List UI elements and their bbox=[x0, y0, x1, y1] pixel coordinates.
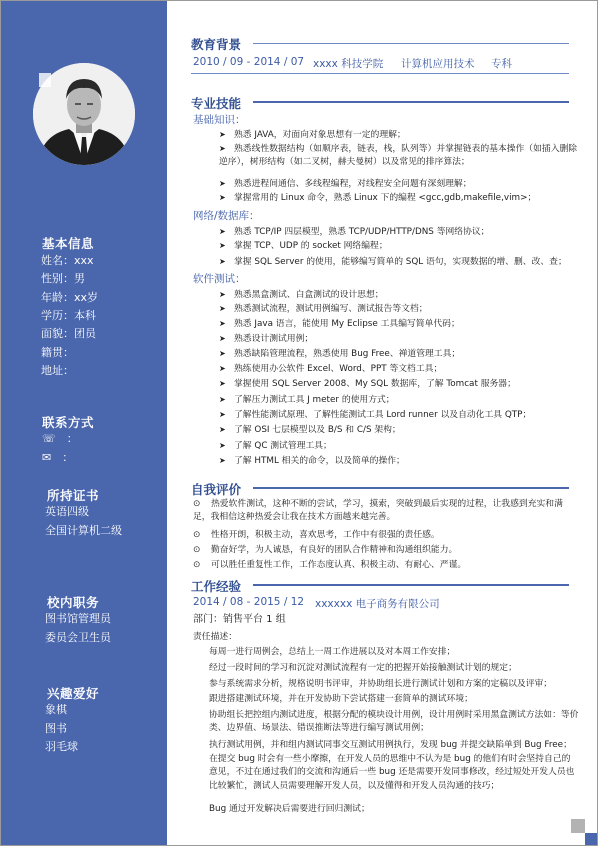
arrow-bullet-icon: ➤ bbox=[219, 227, 226, 236]
sidebar-line: 姓名：xxx bbox=[41, 254, 94, 267]
arrow-bullet-icon: ➤ bbox=[219, 304, 226, 313]
arrow-bullet-icon: ➤ bbox=[219, 130, 226, 139]
work-company: xxxxxx 电子商务有限公司 bbox=[315, 598, 440, 610]
skill-item bbox=[219, 191, 536, 205]
circle-bullet-icon: ⊙ bbox=[193, 545, 201, 555]
sidebar-line: 委员会卫生员 bbox=[45, 630, 111, 644]
work-duty-label: 责任描述： bbox=[193, 632, 237, 642]
arrow-bullet-icon: ➤ bbox=[219, 456, 226, 465]
arrow-bullet-icon: ➤ bbox=[219, 179, 226, 188]
arrow-bullet-icon: ➤ bbox=[219, 319, 226, 328]
skill-item bbox=[219, 454, 405, 468]
sidebar-line: 性别：男 bbox=[41, 272, 85, 286]
skill-item bbox=[219, 239, 388, 253]
sidebar-line: 面貌：团员 bbox=[41, 327, 96, 341]
skill-item-text: 了解性能测试原理、了解性能测试工具 Lord runner 以及自动化工具 QTP； bbox=[234, 410, 532, 420]
sidebar-line: 籍贯： bbox=[41, 345, 74, 359]
circle-bullet-icon: ⊙ bbox=[193, 530, 201, 540]
skill-item-text: 熟悉线性数据结构（如顺序表，链表，栈，队列等）并掌握链表的基本操作（如插入删除逆序），树形结构（如二叉树，赫夫曼树）以及常见的排序算法； bbox=[219, 144, 578, 168]
self-eval-item bbox=[193, 544, 457, 557]
skill-item-text: 熟悉设计测试用例； bbox=[234, 334, 314, 344]
circle-bullet-icon: ⊙ bbox=[193, 560, 201, 570]
work-duty-item: 每周一进行周例会，总结上一周工作进展以及对本周工作安排； bbox=[209, 647, 456, 657]
skill-item-text: 熟悉缺陷管理流程，熟悉使用 Bug Free、禅道管理工具； bbox=[234, 349, 461, 359]
skill-item bbox=[219, 423, 401, 437]
self-eval-text: 热爱软件测试，这种不断的尝试，学习，摸索，突破到最后实现的过程，让我感到充实和满足，我相信这种热爱会让我在技术方面越来越完善。 bbox=[193, 499, 563, 523]
skill-item-text: 掌握使用 SQL Server 2008、My SQL 数据库，了解 Tomcat 服务器； bbox=[234, 379, 516, 389]
work-duty-item: 执行测试用例，并和组内测试同事交互测试用例执行，发现 bug 并提交缺陷单到 Bug Free； bbox=[209, 740, 572, 750]
document-icon bbox=[39, 73, 51, 87]
arrow-bullet-icon: ➤ bbox=[219, 379, 226, 388]
skill-item bbox=[219, 302, 428, 316]
skill-item bbox=[219, 439, 332, 453]
arrow-bullet-icon: ➤ bbox=[219, 144, 226, 153]
skill-item-text: 了解 QC 测试管理工具； bbox=[234, 441, 332, 451]
skill-item bbox=[219, 128, 406, 142]
work-title: 工作经验 bbox=[191, 579, 242, 594]
skill-item bbox=[219, 377, 516, 391]
work-department: 部门：销售平台 1 组 bbox=[193, 614, 286, 625]
skills-rule bbox=[253, 101, 569, 103]
work-rule bbox=[253, 584, 569, 586]
skill-group-title: 软件测试： bbox=[193, 273, 246, 285]
education-bottom-rule bbox=[191, 73, 569, 74]
skill-item-text: 熟悉 JAVA，对面向对象思想有一定的理解； bbox=[234, 130, 406, 140]
education-major: 计算机应用技术 bbox=[401, 58, 475, 70]
education-period: 2010 / 09 - 2014 / 07 bbox=[193, 56, 305, 68]
sidebar-line: 年龄：xx岁 bbox=[41, 290, 99, 304]
sidebar-line: ☏ ： bbox=[42, 432, 78, 445]
skill-group-title: 网络/数据库： bbox=[193, 210, 260, 222]
skill-item-text: 了解压力测试工具 J meter 的使用方式； bbox=[234, 395, 395, 405]
corner-square-gray bbox=[571, 819, 585, 833]
education-rule bbox=[253, 43, 569, 44]
work-period: 2014 / 08 - 2015 / 12 bbox=[193, 596, 305, 608]
skill-item bbox=[219, 393, 395, 407]
skill-item bbox=[219, 225, 489, 239]
arrow-bullet-icon: ➤ bbox=[219, 441, 226, 450]
arrow-bullet-icon: ➤ bbox=[219, 425, 226, 434]
skill-item bbox=[219, 362, 442, 376]
duty-title: 校内职务 bbox=[47, 595, 100, 610]
skill-item bbox=[219, 288, 384, 302]
sidebar-line: 图书馆管理员 bbox=[45, 612, 111, 625]
arrow-bullet-icon: ➤ bbox=[219, 364, 226, 373]
arrow-bullet-icon: ➤ bbox=[219, 193, 226, 202]
sidebar-line: 学历：本科 bbox=[41, 308, 96, 322]
circle-bullet-icon: ⊙ bbox=[193, 499, 201, 509]
self-eval-item bbox=[193, 559, 466, 572]
skill-item-text: 熟悉测试流程，测试用例编写、测试报告等文档； bbox=[234, 304, 428, 314]
skill-item bbox=[219, 177, 472, 191]
education-title: 教育背景 bbox=[191, 37, 242, 52]
work-duty-item: 参与系统需求分析，规格说明书评审，并协助组长进行测试计划和方案的定稿以及评审； bbox=[209, 679, 553, 689]
arrow-bullet-icon: ➤ bbox=[219, 334, 226, 343]
skill-item bbox=[219, 255, 567, 269]
arrow-bullet-icon: ➤ bbox=[219, 410, 226, 419]
skill-item-text: 掌握常用的 Linux 命令，熟悉 Linux 下的编程 <gcc,gdb,makefile,vim>； bbox=[234, 193, 537, 203]
skills-title: 专业技能 bbox=[191, 96, 242, 111]
skill-group-title: 基础知识： bbox=[193, 114, 246, 126]
cert-title: 所持证书 bbox=[47, 488, 100, 503]
self-eval-item bbox=[193, 498, 565, 525]
skill-item-text: 了解 OSI 七层模型以及 B/S 和 C/S 架构； bbox=[234, 425, 401, 435]
skill-item bbox=[219, 347, 460, 361]
arrow-bullet-icon: ➤ bbox=[219, 257, 226, 266]
basic-info-title: 基本信息 bbox=[42, 236, 95, 251]
education-school: xxxx 科技学院 bbox=[313, 58, 384, 70]
education-degree: 专科 bbox=[491, 58, 512, 70]
skill-item-text: 了解 HTML 相关的命令，以及简单的操作； bbox=[234, 456, 405, 466]
skill-item-text: 熟悉进程间通信、多线程编程，对线程安全问题有深刻理解； bbox=[234, 179, 472, 189]
skill-item-text: 熟悉 Java 语言，能使用 My Eclipse 工具编写简单代码； bbox=[234, 319, 460, 329]
skill-item bbox=[219, 142, 581, 169]
skill-item bbox=[219, 317, 460, 331]
work-duty-item: 跟进搭建测试环境，并在开发协助下尝试搭建一套简单的测试环境； bbox=[209, 694, 473, 704]
arrow-bullet-icon: ➤ bbox=[219, 349, 226, 358]
arrow-bullet-icon: ➤ bbox=[219, 241, 226, 250]
self-eval-rule bbox=[253, 487, 569, 489]
skill-item-text: 熟练使用办公软件 Excel、Word、PPT 等文档工具； bbox=[234, 364, 443, 374]
self-eval-text: 性格开朗，积极主动，喜欢思考，工作中有很强的责任感。 bbox=[211, 530, 440, 540]
skill-item bbox=[219, 408, 531, 422]
skill-item-text: 掌握 SQL Server 的使用，能够编写简单的 SQL 语句，实现数据的增、删、改、查； bbox=[234, 257, 567, 267]
self-eval-item bbox=[193, 529, 440, 542]
sidebar-line: 地址： bbox=[41, 363, 74, 377]
work-duty-item: 在提交 bug 时会有一些小摩擦，在开发人员的思维中不认为是 bug 的他们有时会坚持自己的意见，不过在通过我们的交流和沟通后一些 bug 还是需要开发同事修改，经过短处开发人员也比较繁忙，测试人员需要理解开发人员，以及懂得和开发人员沟通的技巧； bbox=[209, 754, 575, 791]
arrow-bullet-icon: ➤ bbox=[219, 290, 226, 299]
sidebar-line: 全国计算机二级 bbox=[45, 523, 122, 537]
arrow-bullet-icon: ➤ bbox=[219, 395, 226, 404]
self-eval-text: 勤奋好学，为人诚恳，有良好的团队合作精神和沟通组织能力。 bbox=[211, 545, 458, 555]
self-eval-title: 自我评价 bbox=[191, 482, 242, 497]
work-duty-item: 经过一段时间的学习和沉淀对测试流程有一定的把握开始接触测试计划的规定； bbox=[209, 663, 517, 673]
skill-item bbox=[219, 332, 313, 346]
sidebar-line: 羽毛球 bbox=[45, 740, 78, 753]
skill-item-text: 熟悉 TCP/IP 四层模型，熟悉 TCP/UDP/HTTP/DNS 等网络协议； bbox=[234, 227, 490, 237]
self-eval-text: 可以胜任重复性工作，工作态度认真、积极主动、有耐心、严谨。 bbox=[211, 560, 467, 570]
corner-square-blue bbox=[585, 833, 597, 845]
hobby-title: 兴趣爱好 bbox=[47, 686, 100, 701]
work-duty-item: Bug 通过开发解决后需要进行回归测试； bbox=[209, 804, 370, 814]
sidebar-line: ✉ ： bbox=[42, 450, 74, 464]
sidebar-line: 图书 bbox=[45, 721, 67, 735]
skill-item-text: 掌握 TCP、UDP 的 socket 网络编程； bbox=[234, 241, 388, 251]
sidebar-line: 英语四级 bbox=[45, 505, 89, 518]
skill-item-text: 熟悉黑盒测试、白盒测试的设计思想； bbox=[234, 290, 384, 300]
work-duty-item: 协助组长把控组内测试进度，根据分配的模块设计用例，设计用例时采用黑盒测试方法如：等价类、边界值、场景法、错误推断法等进行编写测试用例； bbox=[209, 710, 579, 734]
contact-title: 联系方式 bbox=[42, 415, 95, 430]
sidebar-line: 象棋 bbox=[45, 703, 67, 716]
sidebar bbox=[1, 1, 167, 845]
